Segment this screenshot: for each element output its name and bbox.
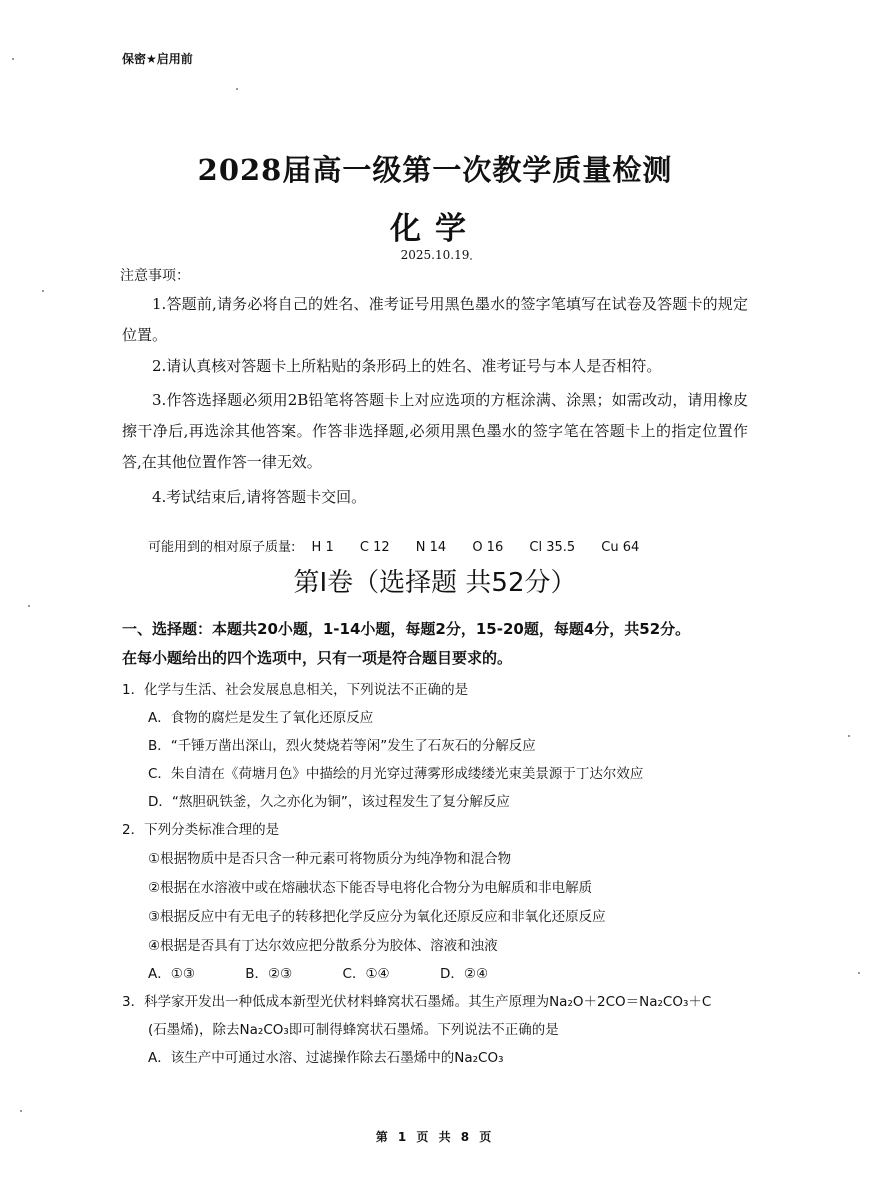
scan-speck [848,735,850,737]
atomic-mass-c: C 12 [359,540,390,555]
section-instruction-1: 一、选择题：本题共20小题，1-14小题，每题2分，15-20题，每题4分，共52分。 [122,620,691,638]
atomic-mass-cu: Cu 64 [601,540,640,555]
scan-speck [858,972,860,974]
question-1-option-b: B．“千锤万凿出深山，烈火焚烧若等闲”发生了石灰石的分解反应 [148,738,536,754]
page-footer: 第 1 页 共 8 页 [375,1130,495,1144]
notice-item-3: 3.作答选择题必须用2B铅笔将答题卡上对应选项的方框涂满、涂黑；如需改动，请用橡皮擦干净后,再选涂其他答案。作答非选择题,必须用黑色墨水的签字笔在答题卡上的指定位置作答,在其他位置作答一律无效。 [122,391,748,471]
question-3-stem-line-1: 3．科学家开发出一种低成本新型光伏材料蜂窝状石墨烯。其生产原理为Na₂O＋2CO＝Na₂CO₃＋C [122,994,712,1010]
question-1-option-c: C．朱自清在《荷塘月色》中描绘的月光穿过薄雾形成缕缕光束美景源于丁达尔效应 [148,766,644,782]
question-3-stem-line-2: (石墨烯)，除去Na₂CO₃即可制得蜂窝状石墨烯。下列说法不正确的是 [148,1022,559,1038]
question-2-choice-d: D．②④ [439,966,489,982]
exam-date: 2025.10.19 [400,248,470,262]
question-2-statement-1: ①根据物质中是否只含一种元素可将物质分为纯净物和混合物 [148,851,512,867]
atomic-mass-o: O 16 [472,540,504,555]
question-2-statement-4: ④根据是否具有丁达尔效应把分散系分为胶体、溶液和浊液 [148,938,498,954]
question-1-stem: 1．化学与生活、社会发展息息相关，下列说法不正确的是 [122,682,469,698]
section-title: 第I卷（选择题 共52分） [293,568,577,598]
atomic-mass-n: N 14 [415,540,447,555]
question-1-option-a: A．食物的腐烂是发生了氧化还原反应 [148,710,374,726]
scan-speck [236,88,238,90]
scan-speck [470,258,472,260]
question-2-stem: 2．下列分类标准合理的是 [122,822,280,838]
exam-title: 2028届高一级第一次教学质量检测 [197,153,673,187]
atomic-mass-line [148,536,661,555]
confidential-label: 保密★启用前 [122,52,193,66]
question-2-choice-a: A．①③ [148,966,195,982]
question-2-choices [148,962,534,982]
notice-item-2: 2.请认真核对答题卡上所粘贴的条形码上的姓名、准考证号与本人是否相符。 [152,357,662,375]
atomic-mass-cl: Cl 35.5 [529,540,576,555]
scan-speck [20,1110,22,1112]
scan-speck [28,605,30,607]
section-instruction-2: 在每小题给出的四个选项中，只有一项是符合题目要求的。 [122,649,513,667]
question-2-choice-b: B．②③ [245,966,293,982]
atomic-mass-h: H 1 [311,540,334,555]
question-2-choice-c: C．①④ [342,966,390,982]
subject-title: 化学 [390,211,480,247]
question-1-option-d: D．“熬胆矾铁釜，久之亦化为铜”，该过程发生了复分解反应 [148,794,510,810]
atomic-mass-label: 可能用到的相对原子质量: [148,540,296,555]
question-3-option-a: A．该生产中可通过水溶、过滤操作除去石墨烯中的Na₂CO₃ [148,1050,504,1066]
notice-heading: 注意事项： [120,268,190,284]
question-2-statement-2: ②根据在水溶液中或在熔融状态下能否导电将化合物分为电解质和非电解质 [148,880,593,896]
notice-item-1: 1.答题前,请务必将自己的姓名、准考证号用黑色墨水的签字笔填写在试卷及答题卡的规定位置。 [122,295,748,344]
question-2-statement-3: ③根据反应中有无电子的转移把化学反应分为氧化还原反应和非氧化还原反应 [148,909,606,925]
notice-item-4: 4.考试结束后,请将答题卡交回。 [152,488,367,506]
scan-speck [42,290,44,292]
scan-speck [12,58,14,60]
